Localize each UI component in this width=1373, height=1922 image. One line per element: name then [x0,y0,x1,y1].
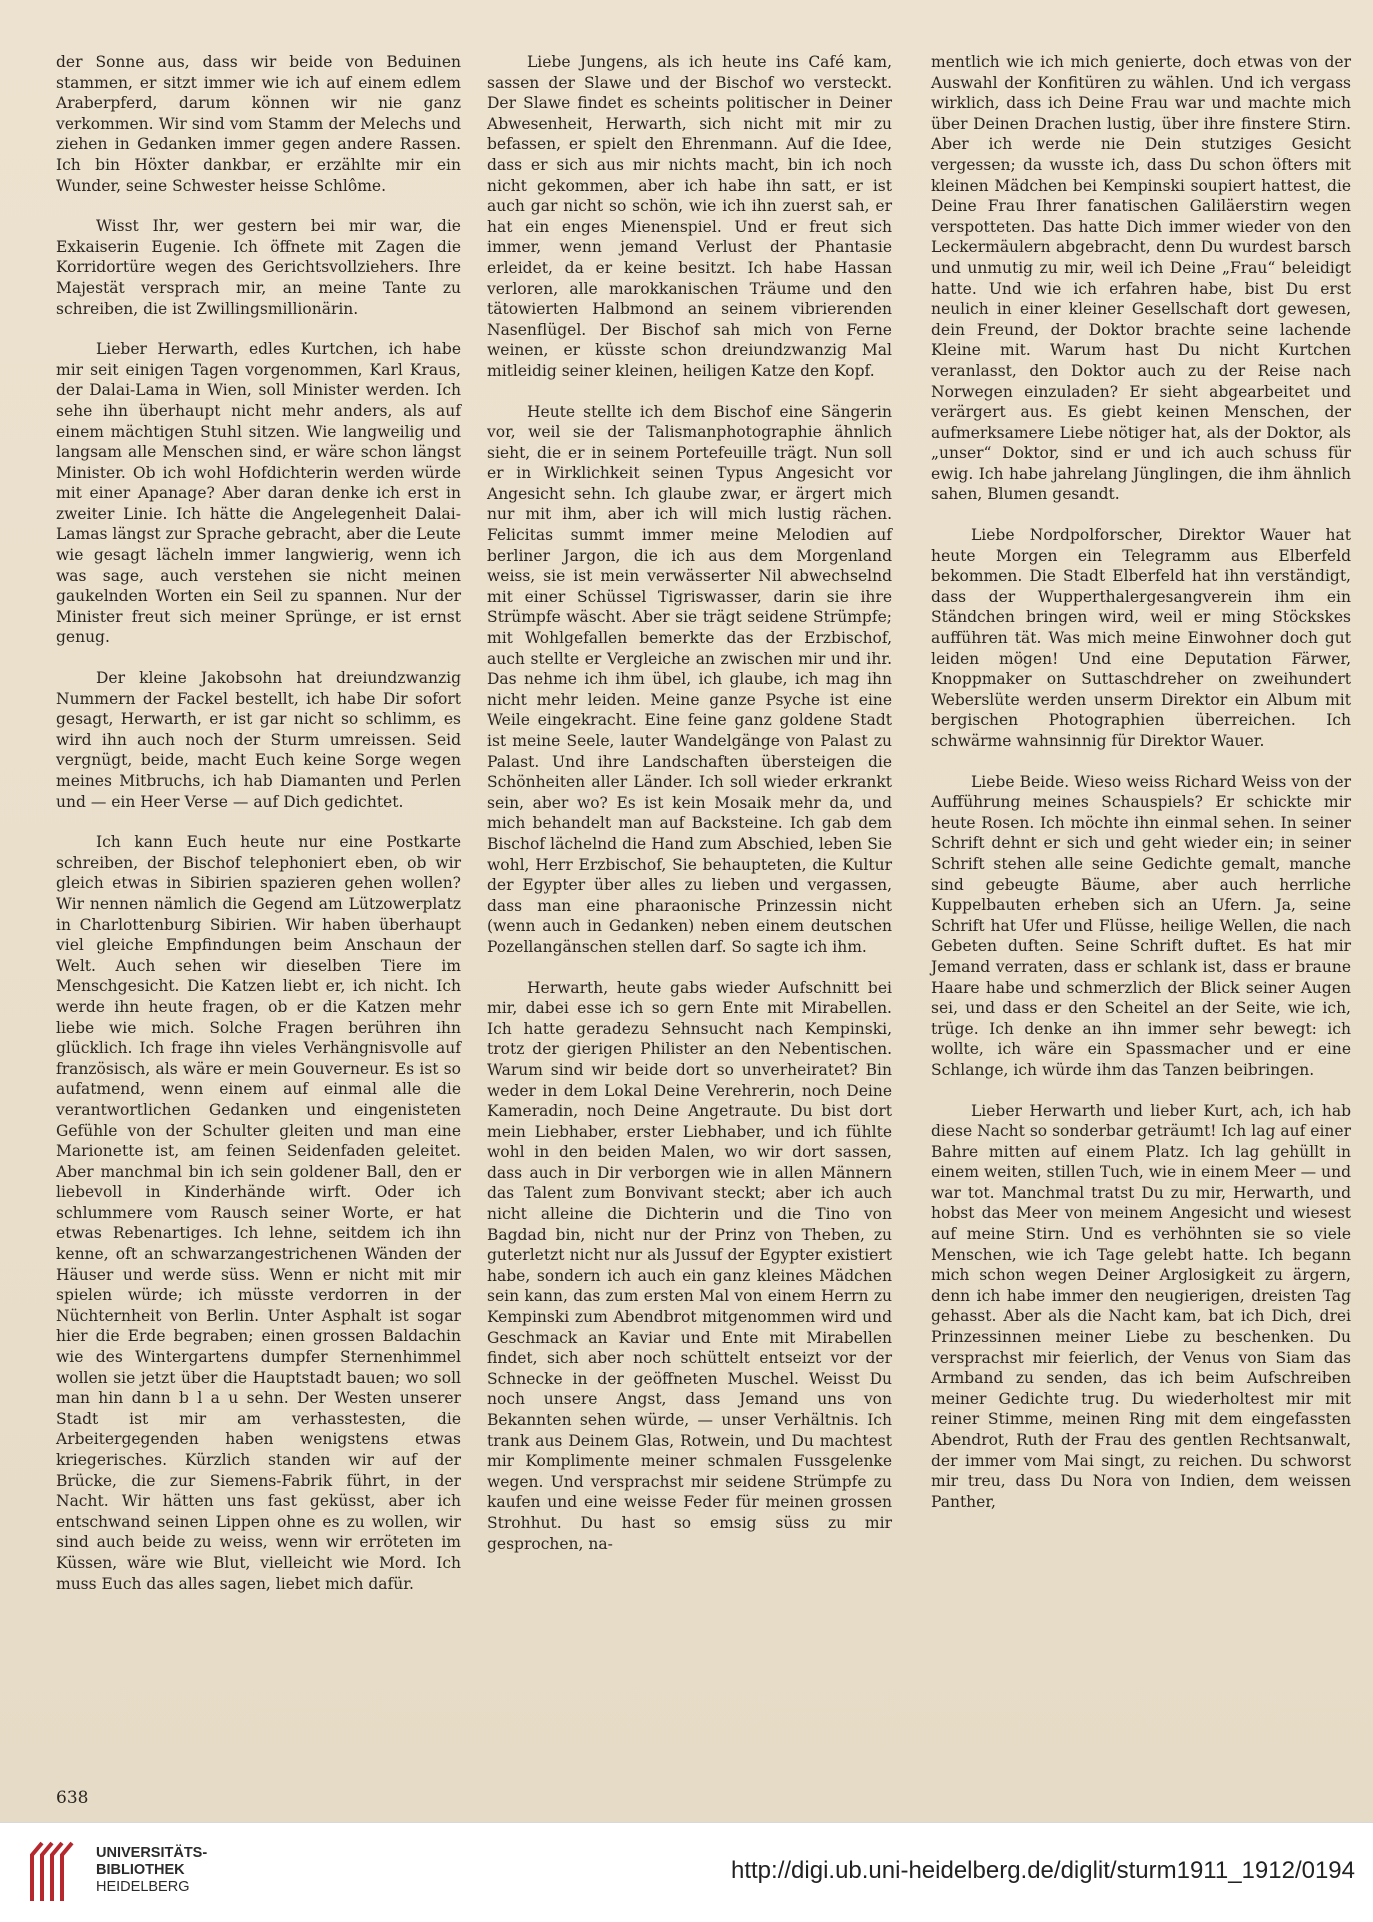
library-name-line-2: BIBLIOTHEK [96,1862,185,1878]
source-url[interactable]: http://digi.ub.uni-heidelberg.de/diglit/sturm1911_1912/0194 [731,1857,1355,1884]
library-name [96,1845,207,1896]
text-column-1 [56,52,461,1614]
text-column-2 [487,52,892,1574]
paragraph: Liebe Nordpolforscher, Direktor Wauer hat heute Morgen ein Telegramm aus Elberfeld bekommen. Die Stadt Elberfeld hat ihn verständigt, dass der Wupperthalergesangverein ihm ein Ständchen bringen wird, weil er ming Stöckskes aufführen tät. Was mich meine Einwohner doch gut leiden mögen! Und eine Deputation Färwer, Knoppmaker on Suttaschdreher on zweihundert Weberslüte werden unserm Direktor ein Album mit bergischen Photographien überreichen. Ich schwärme wahnsinnig für Direktor Wauer. [931,526,1351,750]
paragraph: Lieber Herwarth und lieber Kurt, ach, ich hab diese Nacht so sonderbar geträumt! Ich lag auf einer Bahre mitten auf einem Platz. Ich lag gehüllt in einem weiten, stillen Tuch, wie in einem Meer — und war tot. Manchmal tratst Du zu mir, Herwarth, und hobst das Meer von meinem Angesicht und wiesest auf meine Stirn. Und es verhöhnten sie so viele Menschen, wie ich Tage gelebt hatte. Ich begann mich schon wegen Deiner Arglosigkeit zu ärgern, denn ich habe immer den neugierigen, dreisten Tag gehasst. Aber als die Nacht kam, bat ich Dich, drei Prinzessinnen meiner Liebe zu beschenken. Du versprachst mir feierlich, der Venus von Siam das Armband zu senden, das ich beim Aufschreiben meiner Gedichte trug. Du wiederholtest mir mit reiner Stimme, meinen Ring mit dem eingefassten Abendrot, Ruth der Frau des gentlen Rechtsanwalt, der immer vom Mai singt, zu reichen. Du schworst mir treu, dass Du Nora von Indien, dem weissen Panther, [931,1101,1351,1511]
paragraph: Wisst Ihr, wer gestern bei mir war, die Exkaiserin Eugenie. Ich öffnete mit Zagen die Korridortüre wegen des Gerichtsvollziehers. Ihre Majestät versprach mir, an meine Tante zu schreiben, die ist Zwillingsmillionärin. [56,217,461,318]
page-number: 638 [56,1788,89,1808]
ub-heidelberg-logo-icon [28,1839,84,1905]
text-column-3 [931,52,1351,1532]
library-name-line-1: UNIVERSITÄTS- [96,1845,208,1861]
paragraph: Liebe Jungens, als ich heute ins Café kam, sassen der Slawe und der Bischof wo versteckt. Der Slawe findet es scheints politischer in Deiner Abwesenheit, Herwarth, sich nicht mit mir zu befassen, er spielt den Ehrenmann. Auf die Idee, dass er sich aus mir nichts macht, bin ich noch nicht gekommen, aber ich habe ihn satt, er ist auch gar nicht so schön, wie ich ihn zuerst sah, er hat ein enges Mienenspiel. Und er freut sich immer, wenn jemand Verlust der Phantasie erleidet, da er keine besitzt. Ich habe Hassan verloren, alle marokkanischen Träume und den tätowierten Halbmond an seinem vibrierenden Nasenflügel. Der Bischof sah mich von Ferne weinen, er küsste schon dreiundzwanzig Mal mitleidig seiner kleinen, heiligen Katze den Kopf. [487,53,892,380]
paragraph: Lieber Herwarth, edles Kurtchen, ich habe mir seit einigen Tagen vorgenommen, Karl Kraus, der Dalai-Lama in Wien, soll Minister werden. Ich sehe ihn überhaupt nicht mehr anders, als auf einem mächtigen Stuhl sitzen. Wie langweilig und langsam alle Menschen sind, er wäre schon längst Minister. Ob ich wohl Hofdichterin werden würde mit einer Apanage? Aber daran denke ich erst in zweiter Linie. Ich hätte die Angelegenheit Dalai-Lamas längst zur Sprache gebracht, aber die Leute wie gesagt lächeln immer langwierig, wenn ich was sage, auch verstehen sie nicht meinen gaukelnden Worten ein Seil zu spannen. Nur der Minister freut sich meiner Sprünge, er ist ernst genug. [56,340,461,647]
paragraph: Liebe Beide. Wieso weiss Richard Weiss von der Aufführung meines Schauspiels? Er schickte mir heute Rosen. Ich möchte ihn einmal sehen. In seiner Schrift dehnt er sich und geht wieder ein; in seiner Schrift stehen alle seine Gedichte gemalt, manche sind gebeugte Bäume, aber auch herrliche Kuppelbauten erheben sich an Ufern. Ja, seine Schrift hat Ufer und Flüsse, heilige Wellen, die nach Gebeten duften. Seine Schrift duftet. Es hat mir Jemand verraten, dass er schlank ist, dass er braune Haare habe und schmerzlich der Blick seiner Augen sei, und dass er den Scheitel an der Seite, wie ich, trüge. Ich denke an ihn immer sehr bewegt: ich wollte, ich wäre ein Spassmacher und er eine Schlange, ich würde ihm das Tanzen beibringen. [931,772,1351,1079]
paragraph: Heute stellte ich dem Bischof eine Sängerin vor, weil sie der Talismanphotographie ähnlich sieht, die er in seinem Portefeuille trägt. Nun soll er in Wirklichkeit seinen Typus Angesicht vor Angesicht sehn. Ich glaube zwar, er ärgert mich nur mit ihm, aber ich will mich lustig rächen. Felicitas summt immer meine Melodien auf berliner Jargon, die ich aus dem Morgenland weiss, sie ist mein verwässerter Nil abwechselnd mit einer Schüssel Tigriswasser, darin sie ihre Strümpfe wäscht. Aber sie trägt seidene Strümpfe; mit Wohlgefallen bemerkte das der Erzbischof, auch stellte er Vergleiche an zwischen mir und ihr. Das nehme ich ihm übel, ich glaube, ich mag ihn nicht mehr leiden. Meine ganze Psyche ist eine Weile eingekracht. Eine feine ganz goldene Stadt ist meine Seele, lauter Wandelgänge von Palast zu Palast. Und ihre Landschaften übersteigen die Schönheiten aller Länder. Ich soll wieder erkrankt sein, aber wo? Es ist kein Mosaik mehr da, und mich behandelt man auf Backsteine. Ich gab dem Bischof lächelnd die Hand zum Abschied, leben Sie wohl, Herr Erzbischof, Sie behaupteten, die Kultur der Egypter über alles zu lieben und vergassen, dass man eine pharaonische Prinzessin nicht (wenn auch in Gedanken) neben einem deutschen Pozellangänschen stellen darf. So sagte ich ihm. [487,402,892,956]
paragraph: Der kleine Jakobsohn hat dreiundzwanzig Nummern der Fackel bestellt, ich habe Dir sofort gesagt, Herwarth, er ist gar nicht so schlimm, es wird ihn auch noch der Sturm umreissen. Seid vergnügt, beide, macht Euch keine Sorge wegen meines Mitbruchs, ich hab Diamanten und Perlen und — ein Heer Verse — auf Dich gedichtet. [56,669,461,811]
paragraph: der Sonne aus, dass wir beide von Beduinen stammen, er sitzt immer wie ich auf einem edlem Araberpferd, darum können wir nie ganz verkommen. Wir sind vom Stamm der Melechs und ziehen in Gedanken immer gegen andere Rassen. Ich bin Höxter dankbar, er erzählte mir ein Wunder, seine Schwester heisse Schlôme. [56,53,461,195]
paragraph: Herwarth, heute gabs wieder Aufschnitt bei mir, dabei esse ich so gern Ente mit Mirabellen. Ich hatte geradezu Sehnsucht nach Kempinski, trotz der gierigen Philister an den Nebentischen. Warum sind wir beide dort so unverheiratet? Bin weder in dem Lokal Deine Verehrerin, noch Deine Kameradin, noch Deine Angetraute. Du bist dort mein Liebhaber, erster Liebhaber, und ich fühlte wohl in den beiden Malen, wo wir dort sassen, dass auch in Dir verborgen wie in allen Männern das Talent zum Bonvivant steckt; aber ich auch nicht alleine die Dichterin und die Tino von Bagdad bin, nicht nur der Prinz von Theben, zu guterletzt nicht nur als Jussuf der Egypter existiert habe, sondern ich auch ein ganz kleines Mädchen sein kann, das zum ersten Mal von einem Herrn zu Kempinski zum Abendbrot mitgenommen wird und Geschmack an Kaviar und Ente mit Mirabellen findet, sich aber noch schüttelt entseizt vor der Schnecke in der geöffneten Muschel. Weisst Du noch unsere Angst, dass Jemand uns von Bekannten sehen würde, — unser Verhältnis. Ich trank aus Deinem Glas, Rotwein, und Du machtest mir Komplimente meiner schmalen Fussgelenke wegen. Und versprachst mir seidene Strümpfe zu kaufen und eine weisse Feder für meinen grossen Strohhut. Du hast so emsig süss zu mir gesprochen, na- [487,978,892,1553]
paragraph: mentlich wie ich mich genierte, doch etwas von der Auswahl der Konfitüren zu wählen. Und ich vergass wirklich, dass ich Deine Frau war und machte mich über Deinen Drachen lustig, über ihre finstere Stirn. Aber ich werde nie Dein stutziges Gesicht vergessen; da wusste ich, dass Du schon öfters mit kleinen Mädchen bei Kempinski soupiert hattest, die Deine Frau Ihrer fanatischen Galiläerstirn wegen verspotteten. Das hatte Dich immer wieder von den Leckermäulern abgebracht, denn Du wurdest barsch und unmutig zu mir, weil ich Deine „Frau“ beleidigt hatte. Und wie ich erfahren habe, bist Du erst neulich in einer kleiner Gesellschaft dort gewesen, dein Freund, der Doktor brachte seine lachende Kleine mit. Warum hast Du nicht Kurtchen veranlasst, den Doktor auch zu der Reise nach Norwegen einzuladen? Er sieht abgearbeitet und verärgert aus. Es giebt keinen Menschen, der aufmerksamere Liebe nötiger hat, als der Doktor, als „unser“ Doktor, sind er und ich auch schuss für ewig. Ich habe jahrelang Jünglingen, die ihm ähnlich sahen, Blumen gesandt. [931,53,1351,504]
footer-bar [0,1822,1373,1922]
paragraph: Ich kann Euch heute nur eine Postkarte schreiben, der Bischof telephoniert eben, ob wir gleich etwas in Sibirien spazieren gehen wollen? Wir nennen nämlich die Gegend am Lützowerplatz in Charlottenburg Sibirien. Wir haben überhaupt viel gleiche Empfindungen beim Anschaun der Welt. Auch sehen wir dieselben Tiere im Menschgesicht. Die Katzen liebt er, ich nicht. Ich werde ihn heute fragen, ob er die Katzen mehr liebe wie mich. Solche Fragen berühren ihn glücklich. Ich frage ihn vieles Verhängnisvolle auf französisch, als wäre er mein Gouverneur. Es ist so aufatmend, wenn einem auf einmal alle die verantwortlichen Gedanken und eingenisteten Gefühle von der Schulter gleiten und man eine Marionette ist, am feinen Seidenfaden geleitet. Aber manchmal bin ich sein goldener Ball, den er liebevoll in Kinderhände wirft. Oder ich schlummere vom Rausch seiner Worte, er hat etwas Rebenartiges. Ich lehne, seitdem ich ihn kenne, oft an schwarzangestrichenen Wänden der Häuser und werde süss. Wenn er nicht mit mir spielen würde; ich müsste verdorren in der Nüchternheit von Berlin. Unter Asphalt ist sogar hier die Erde begraben; einen grossen Baldachin wie des Wintergartens dumpfer Sternenhimmel wollen sie jetzt über die Hauptstadt bauen; wo soll man hin dann b l a u sehn. Der Westen unserer Stadt ist mir am verhasstesten, die Arbeitergegenden haben wenigstens etwas kriegerisches. Kürzlich standen wir auf der Brücke, die zur Siemens-Fabrik führt, in der Nacht. Wir hätten uns fast geküsst, aber ich entschwand seinen Lippen ohne es zu wollen, wir sind auch beide zu weiss, wenn wir erröteten im Küssen, wäre wie Blut, vielleicht wie Mord. Ich muss Euch das alles sagen, liebet mich dafür. [56,833,461,1593]
library-name-line-3: HEIDELBERG [96,1879,190,1895]
